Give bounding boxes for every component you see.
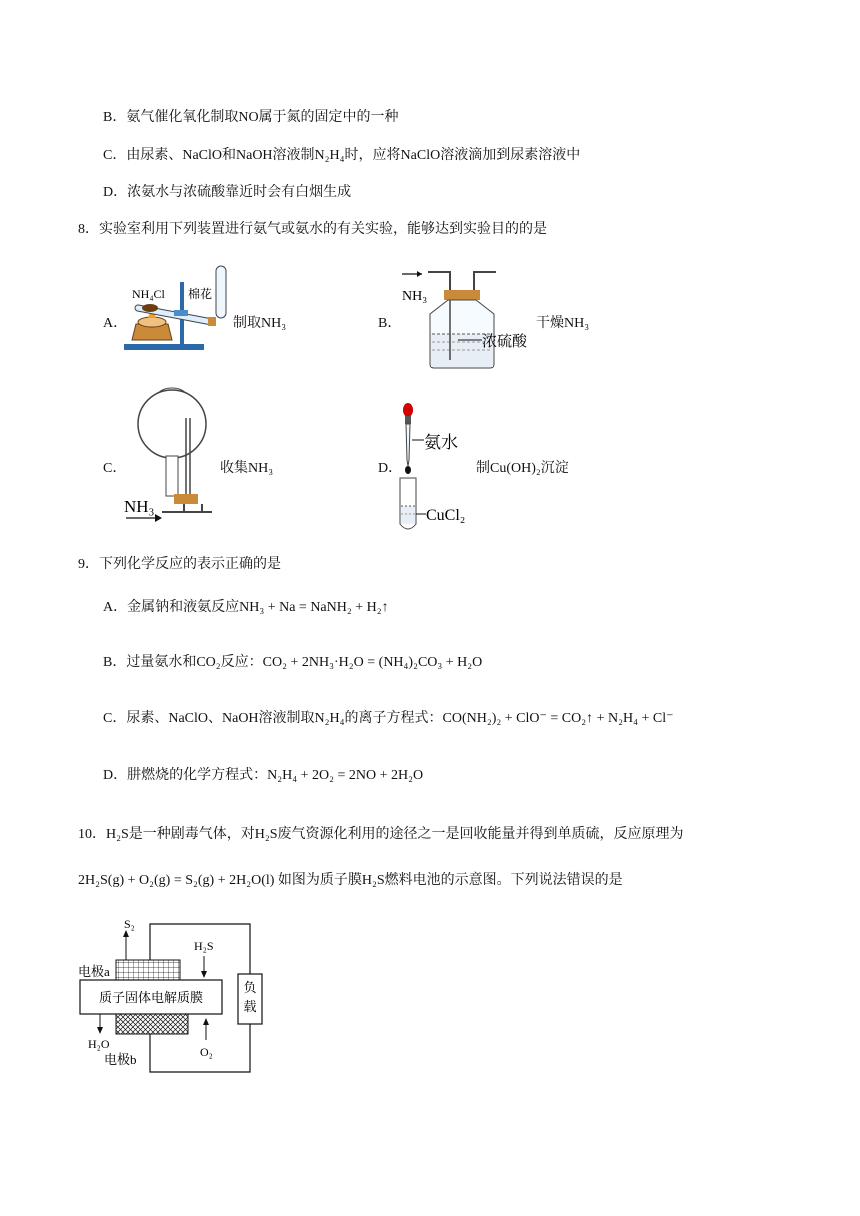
q8-d-caption: 制Cu(OH)₂沉淀 [476,461,569,476]
q8-a-letter: A． [103,316,128,331]
q9-stem: 9．下列化学反应的表示正确的是 [78,557,281,572]
q9-option-a: A．金属钠和液氨反应NH₃ + Na = NaNH₂ + H₂↑ [103,600,389,615]
q8-b-caption: 干燥NH₃ [536,316,590,331]
q9-option-b: B．过量氨水和CO₂反应：CO₂ + 2NH₃·H₂O = (NH₄)₂CO₃ + H₂O [103,655,483,670]
q8-c-caption: 收集NH₃ [220,461,274,476]
q10-stem-line2: 2H₂S(g) + O₂(g) = S₂(g) + 2H₂O(l) 如图为质子膜H₂S燃料电池的示意图。下列说法错误的是 [78,873,623,888]
flask-collection-apparatus [122,384,222,526]
load-label: 负载 [78,912,80,913]
c-nh3-label: NH₃ [124,497,155,516]
q9-option-d: D．肼燃烧的化学方程式：N₂H₄ + 2O₂ = 2NO + 2H₂O [103,768,424,783]
q8-d-letter: D． [378,461,403,476]
q8-b-letter: B． [378,316,402,331]
h2s-fuel-cell-diagram [78,912,278,1084]
q7-option-d: D．浓氨水与浓硫酸靠近时会有白烟生成 [103,185,352,200]
q8-stem: 8．实验室利用下列装置进行氨气或氨水的有关实验，能够达到实验目的的是 [78,222,547,237]
electrode-b-label: 电极b [104,1052,137,1067]
q8-c-letter: C． [103,461,127,476]
nh4cl-label: NH₄Cl [132,287,165,301]
s2-label: S₂ [124,917,135,931]
precipitation-apparatus [396,400,482,534]
h2o-label: H₂O [88,1037,110,1051]
cotton-label: 棉花 [188,287,213,301]
electrode-a-label: 电极a [78,964,110,979]
q10-stem-line1: 10．H₂S是一种剧毒气体，对H₂S废气资源化利用的途径之一是回收能量并得到单质硫，反应原理为 [78,827,684,842]
membrane-label: 质子固体电解质膜 [98,990,204,1005]
conc-sulfuric-acid-label: 浓硫酸 [482,334,528,350]
nh3-preparation-apparatus [120,262,240,354]
h2s-label: H₂S [194,939,214,953]
b-nh3-label: NH₃ [402,289,428,304]
cucl2-label: CuCl₂ [426,507,466,524]
q8-a-caption: 制取NH₃ [233,316,287,331]
ammonia-water-label: 氨水 [424,433,458,452]
q9-option-c: C．尿素、NaClO、NaOH溶液制取N₂H₄的离子方程式：CO(NH₂)₂ + ClO⁻ = CO₂↑ + N₂H₄ + Cl⁻ [103,711,674,726]
load-label-char1: 负 [243,980,257,995]
q7-option-b: B．氨气催化氧化制取NO属于氮的固定中的一种 [103,110,399,125]
load-label-char2: 载 [243,999,257,1014]
q7-option-c: C．由尿素、NaClO和NaOH溶液制N₂H₄时，应将NaClO溶液滴加到尿素溶液中 [103,148,581,163]
drying-bottle-apparatus [398,264,548,372]
o2-label: O₂ [200,1045,213,1059]
